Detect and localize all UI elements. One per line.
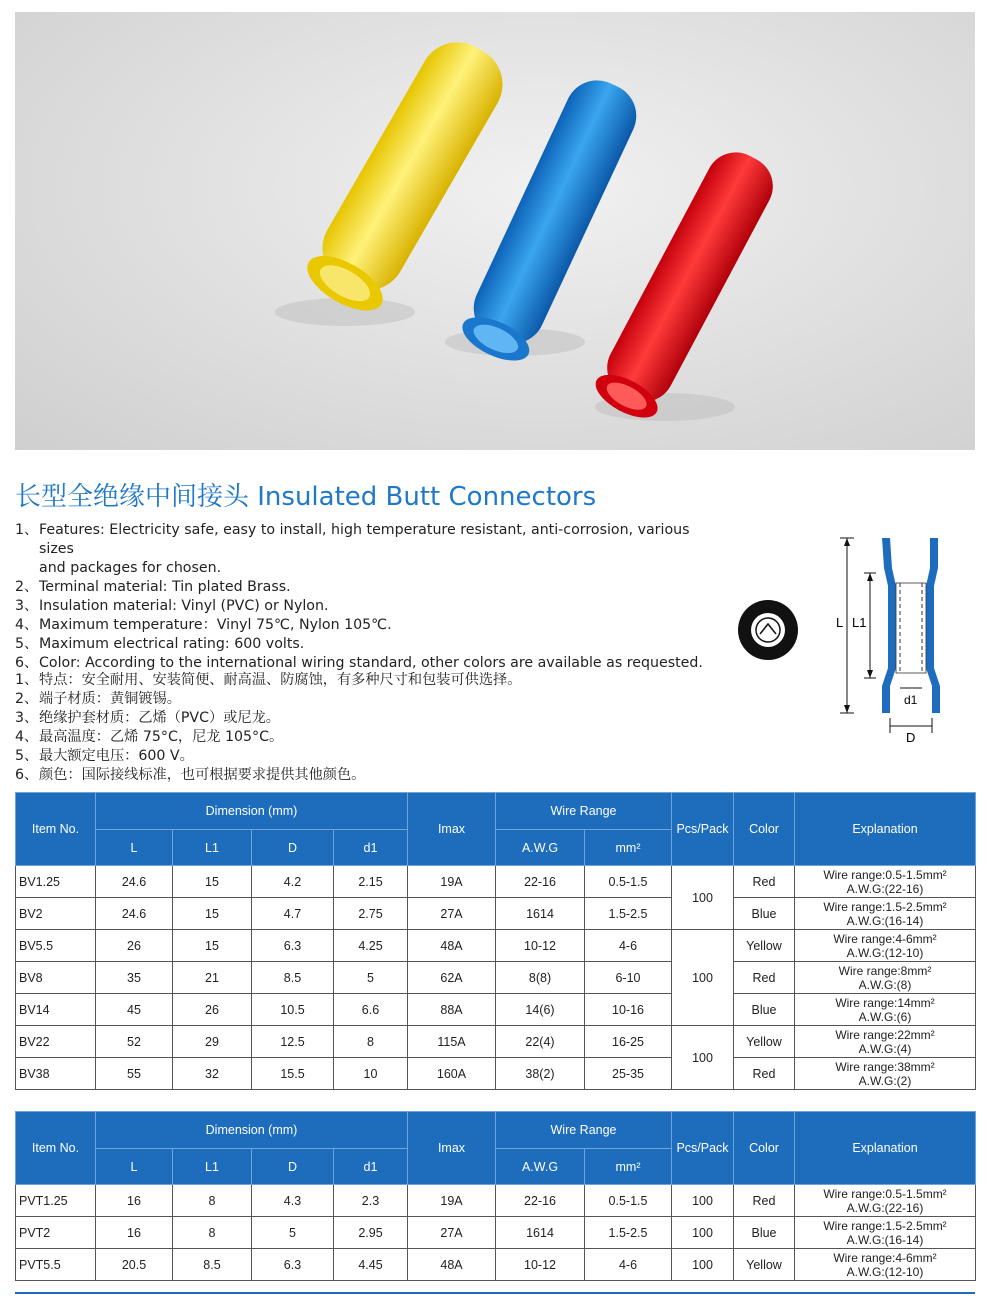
cell-explanation [795,1185,976,1217]
cell-D: 4.3 [252,1185,334,1217]
cell-item: BV22 [16,1026,96,1058]
feature-number: 5、 [15,748,39,764]
cell-d1: 6.6 [334,994,408,1026]
end-view-icon [738,600,798,660]
cell-color: Yellow [734,1026,795,1058]
cell-L1: 21 [173,962,252,994]
feature-number: 2、 [15,691,39,707]
cell-D: 6.3 [252,930,334,962]
feature-item [15,616,715,635]
cell-L1: 8 [173,1217,252,1249]
cell-item: BV1.25 [16,866,96,898]
table-row [16,1058,976,1090]
feature-text: 端子材质：黄铜镀锡。 [39,691,181,707]
header-color: Color [734,1112,795,1185]
feature-number: 3、 [15,710,39,726]
feature-item [15,766,715,785]
cell-mm2: 4-6 [585,1249,672,1281]
cell-item: BV8 [16,962,96,994]
side-section-view [882,538,940,713]
header-color: Color [734,793,795,866]
technical-drawing [730,528,980,748]
explanation-line: A.W.G:(8) [858,977,912,992]
spec-table-bv [15,792,976,1090]
cell-d1: 2.3 [334,1185,408,1217]
cell-imax: 160A [408,1058,496,1090]
feature-text: 最高温度：乙烯 75°C，尼龙 105°C。 [39,729,284,745]
feature-text: Maximum temperature：Vinyl 75℃, Nylon 105℃. [39,617,392,633]
explanation-line: Wire range:0.5-1.5mm² [823,1186,947,1201]
cell-awg: 10-12 [496,1249,585,1281]
explanation-line: Wire range:38mm² [835,1059,935,1074]
header-d1: d1 [334,830,408,866]
product-photo [15,12,975,450]
cell-explanation [795,866,976,898]
cell-L1: 8.5 [173,1249,252,1281]
explanation-line: A.W.G:(2) [858,1073,912,1088]
cell-awg: 22-16 [496,866,585,898]
feature-item [15,578,715,597]
label-D: D [906,730,916,745]
header-L: L [96,830,173,866]
feature-text: Maximum electrical rating: 600 volts. [39,636,305,652]
cell-L1: 8 [173,1185,252,1217]
cell-item: BV2 [16,898,96,930]
cell-awg: 8(8) [496,962,585,994]
feature-number: 4、 [15,729,39,745]
feature-number: 1、 [15,672,39,688]
header-mm2: mm² [585,1149,672,1185]
cell-D: 12.5 [252,1026,334,1058]
connector-dimension-diagram [730,528,980,748]
header-item-no: Item No. [16,1112,96,1185]
cell-L: 16 [96,1185,173,1217]
table-row [16,1185,976,1217]
feature-item [15,521,715,578]
feature-text: 特点：安全耐用、安装简便、耐高温、防腐蚀，有多种尺寸和包装可供选择。 [39,672,522,688]
cell-pcs: 100 [672,1249,734,1281]
explanation-line: A.W.G:(16-14) [846,1232,924,1247]
header-L1: L1 [173,830,252,866]
cell-awg: 1614 [496,1217,585,1249]
cell-color: Blue [734,898,795,930]
cell-color: Yellow [734,930,795,962]
cell-pcs: 100 [672,1026,734,1090]
feature-number: 6、 [15,767,39,783]
cell-item: BV14 [16,994,96,1026]
explanation-line: Wire range:1.5-2.5mm² [823,1218,947,1233]
cell-explanation [795,930,976,962]
cell-L1: 29 [173,1026,252,1058]
feature-number: 2、 [15,579,39,595]
feature-text: Features: Electricity safe, easy to install, high temperature resistant, anti-corrosion, various sizes [39,522,690,557]
page-title: 长型全绝缘中间接头 Insulated Butt Connectors [15,482,597,512]
table-row [16,898,976,930]
cell-imax: 62A [408,962,496,994]
feature-item [15,597,715,616]
feature-text: Terminal material: Tin plated Brass. [39,579,291,595]
cell-awg: 14(6) [496,994,585,1026]
cell-explanation [795,1026,976,1058]
cell-imax: 48A [408,1249,496,1281]
cell-explanation [795,994,976,1026]
feature-item [15,635,715,654]
explanation-line: A.W.G:(4) [858,1041,912,1056]
cell-d1: 5 [334,962,408,994]
cell-D: 4.7 [252,898,334,930]
header-explanation: Explanation [795,1112,976,1185]
cell-L: 52 [96,1026,173,1058]
table-row [16,994,976,1026]
bottom-divider [15,1292,975,1294]
table-row [16,866,976,898]
header-d1: d1 [334,1149,408,1185]
cell-imax: 48A [408,930,496,962]
cell-pcs: 100 [672,1185,734,1217]
header-wire-range: Wire Range [496,1112,672,1149]
feature-text: Color: According to the international wiring standard, other colors are available as requested. [39,655,703,671]
cell-color: Blue [734,1217,795,1249]
header-awg: A.W.G [496,830,585,866]
cell-item: PVT2 [16,1217,96,1249]
cell-color: Red [734,866,795,898]
feature-text: Insulation material: Vinyl (PVC) or Nylon. [39,598,329,614]
feature-item [15,728,715,747]
cell-awg: 10-12 [496,930,585,962]
cell-D: 4.2 [252,866,334,898]
cell-mm2: 1.5-2.5 [585,1217,672,1249]
cell-L1: 15 [173,898,252,930]
feature-text: 最大额定电压：600 V。 [39,748,194,764]
feature-item [15,690,715,709]
cell-explanation [795,1249,976,1281]
cell-awg: 1614 [496,898,585,930]
header-dimension: Dimension (mm) [96,793,408,830]
explanation-line: Wire range:0.5-1.5mm² [823,867,947,882]
cell-explanation [795,1217,976,1249]
cell-L: 24.6 [96,898,173,930]
header-D: D [252,1149,334,1185]
header-awg: A.W.G [496,1149,585,1185]
connectors-illustration [15,12,975,450]
cell-item: PVT1.25 [16,1185,96,1217]
cell-L: 55 [96,1058,173,1090]
explanation-line: A.W.G:(12-10) [846,1264,924,1279]
explanation-line: A.W.G:(12-10) [846,945,924,960]
table-row [16,1217,976,1249]
cell-pcs: 100 [672,930,734,1026]
explanation-line: Wire range:14mm² [835,995,935,1010]
cell-mm2: 25-35 [585,1058,672,1090]
red-connector [589,142,783,426]
cell-L: 35 [96,962,173,994]
cell-color: Blue [734,994,795,1026]
features-chinese [15,671,715,785]
feature-item [15,747,715,766]
feature-number: 3、 [15,598,39,614]
cell-D: 5 [252,1217,334,1249]
header-item-no: Item No. [16,793,96,866]
header-dimension: Dimension (mm) [96,1112,408,1149]
cell-awg: 22(4) [496,1026,585,1058]
cell-mm2: 6-10 [585,962,672,994]
cell-mm2: 0.5-1.5 [585,1185,672,1217]
cell-explanation [795,1058,976,1090]
feature-text-cont: and packages for chosen. [39,560,222,576]
cell-d1: 8 [334,1026,408,1058]
cell-L1: 32 [173,1058,252,1090]
label-L: L [836,615,844,630]
header-imax: Imax [408,793,496,866]
cell-L: 16 [96,1217,173,1249]
header-wire-range: Wire Range [496,793,672,830]
cell-imax: 115A [408,1026,496,1058]
cell-L: 26 [96,930,173,962]
cell-L: 45 [96,994,173,1026]
explanation-line: A.W.G:(22-16) [846,1200,924,1215]
cell-mm2: 10-16 [585,994,672,1026]
label-d1: d1 [904,693,918,707]
label-L1: L1 [852,615,867,630]
explanation-line: A.W.G:(16-14) [846,913,924,928]
cell-item: BV38 [16,1058,96,1090]
cell-d1: 2.95 [334,1217,408,1249]
spec-table-pvt [15,1111,976,1281]
cell-item: BV5.5 [16,930,96,962]
cell-d1: 2.15 [334,866,408,898]
header-D: D [252,830,334,866]
cell-L: 20.5 [96,1249,173,1281]
cell-L1: 26 [173,994,252,1026]
header-imax: Imax [408,1112,496,1185]
explanation-line: Wire range:1.5-2.5mm² [823,899,947,914]
cell-imax: 19A [408,866,496,898]
features-english [15,521,715,673]
cell-explanation [795,962,976,994]
cell-color: Red [734,1185,795,1217]
cell-D: 6.3 [252,1249,334,1281]
explanation-line: A.W.G:(22-16) [846,881,924,896]
cell-L: 24.6 [96,866,173,898]
feature-text: 绝缘护套材质：乙烯（PVC）或尼龙。 [39,710,280,726]
cell-color: Red [734,962,795,994]
cell-mm2: 0.5-1.5 [585,866,672,898]
table-row [16,1026,976,1058]
cell-D: 8.5 [252,962,334,994]
explanation-line: Wire range:8mm² [838,963,932,978]
cell-d1: 4.25 [334,930,408,962]
header-pcs-pack: Pcs/Pack [672,1112,734,1185]
cell-explanation [795,898,976,930]
cell-color: Red [734,1058,795,1090]
cell-d1: 2.75 [334,898,408,930]
feature-text: 颜色：国际接线标准，也可根据要求提供其他颜色。 [39,767,366,783]
table-row [16,930,976,962]
cell-mm2: 4-6 [585,930,672,962]
explanation-line: Wire range:4-6mm² [833,1250,937,1265]
cell-item: PVT5.5 [16,1249,96,1281]
cell-mm2: 1.5-2.5 [585,898,672,930]
explanation-line: Wire range:4-6mm² [833,931,937,946]
cell-pcs: 100 [672,1217,734,1249]
cell-d1: 10 [334,1058,408,1090]
cell-d1: 4.45 [334,1249,408,1281]
yellow-connector [299,28,517,321]
cell-pcs: 100 [672,866,734,930]
cell-D: 10.5 [252,994,334,1026]
cell-imax: 19A [408,1185,496,1217]
cell-imax: 88A [408,994,496,1026]
table-row [16,1249,976,1281]
feature-item [15,671,715,690]
header-L1: L1 [173,1149,252,1185]
cell-color: Yellow [734,1249,795,1281]
feature-number: 5、 [15,636,39,652]
header-pcs-pack: Pcs/Pack [672,793,734,866]
explanation-line: A.W.G:(6) [858,1009,912,1024]
cell-L1: 15 [173,930,252,962]
header-explanation: Explanation [795,793,976,866]
cell-D: 15.5 [252,1058,334,1090]
cell-imax: 27A [408,898,496,930]
feature-number: 1、 [15,522,39,538]
cell-awg: 22-16 [496,1185,585,1217]
explanation-line: Wire range:22mm² [835,1027,935,1042]
cell-awg: 38(2) [496,1058,585,1090]
cell-imax: 27A [408,1217,496,1249]
cell-mm2: 16-25 [585,1026,672,1058]
header-L: L [96,1149,173,1185]
cell-L1: 15 [173,866,252,898]
feature-number: 6、 [15,655,39,671]
table-row [16,962,976,994]
header-mm2: mm² [585,830,672,866]
feature-number: 4、 [15,617,39,633]
feature-item [15,709,715,728]
